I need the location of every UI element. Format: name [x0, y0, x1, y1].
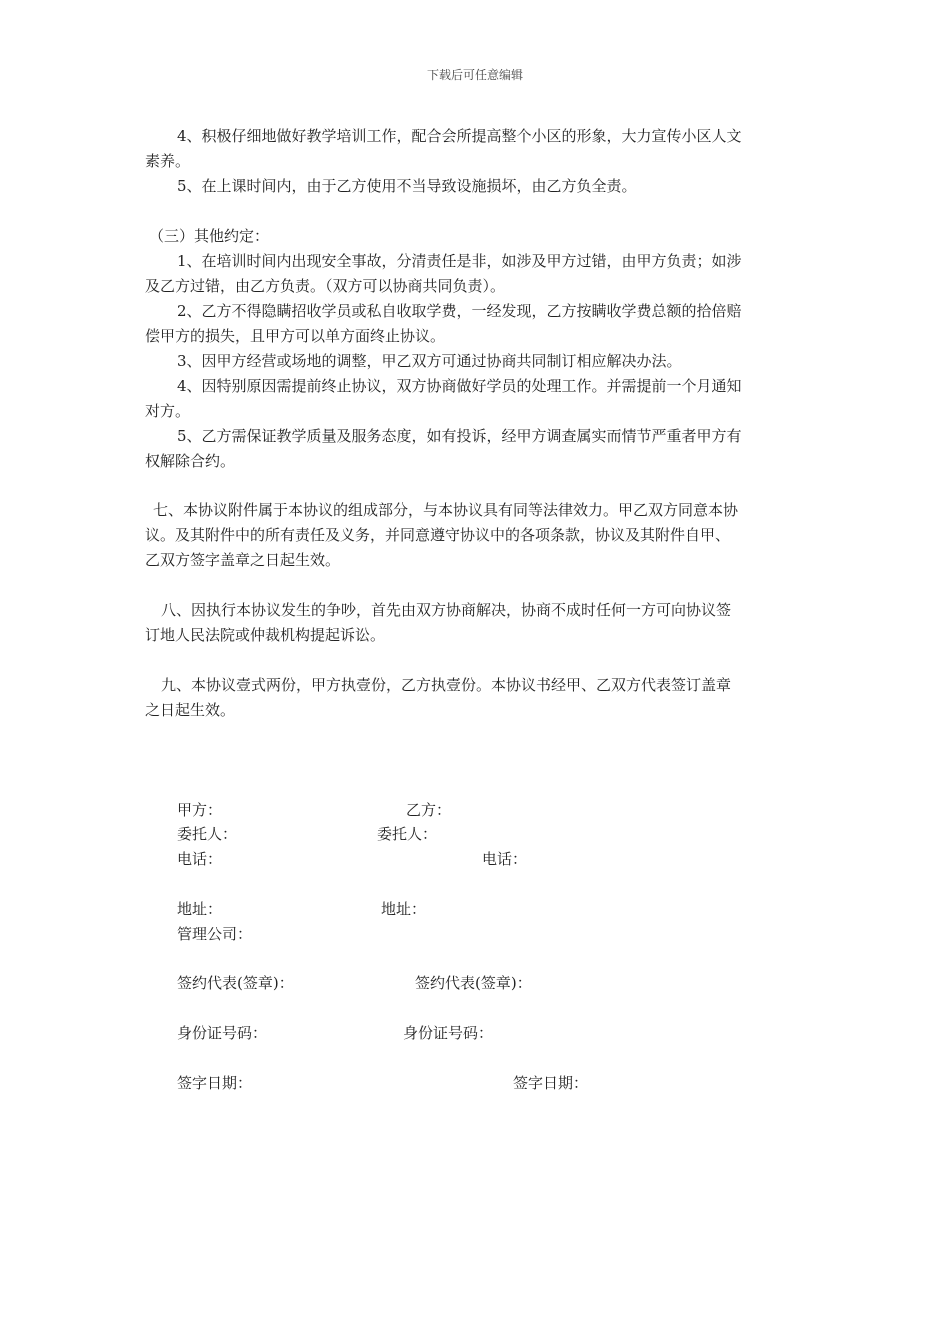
article-7-line-1: 七、本协议附件属于本协议的组成部分，与本协议具有同等法律效力。甲乙双方同意本协 — [153, 501, 739, 519]
agent-b-label: 委托人： — [377, 825, 438, 843]
clause-5: 5、在上课时间内，由于乙方使用不当导致设施损坏，由乙方负全责。 — [177, 177, 637, 195]
other-term-2-line-2: 偿甲方的损失，且甲方可以单方面终止协议。 — [145, 327, 446, 345]
article-8-line-1: 八、因执行本协议发生的争吵，首先由双方协商解决，协商不成时任何一方可向协议签 — [161, 601, 732, 619]
other-terms-title: （三）其他约定： — [149, 227, 270, 245]
other-term-5-line-2: 权解除合约。 — [145, 452, 236, 470]
other-term-3: 3、因甲方经营或场地的调整，甲乙双方可通过协商共同制订相应解决办法。 — [177, 352, 682, 370]
other-term-1-line-1: 1、在培训时间内出现安全事故，分清责任是非，如涉及甲方过错，由甲方负责；如涉 — [177, 252, 742, 270]
representative-a-label: 签约代表(签章)： — [177, 974, 294, 992]
party-a-label: 甲方： — [177, 801, 223, 819]
party-b-label: 乙方： — [406, 801, 452, 819]
other-term-5-line-1: 5、乙方需保证教学质量及服务态度，如有投诉，经甲方调查属实而情节严重者甲方有 — [177, 427, 742, 445]
address-a-label: 地址： — [177, 900, 223, 918]
agent-a-label: 委托人： — [177, 825, 238, 843]
sign-date-a-label: 签字日期： — [177, 1074, 253, 1092]
clause-4-line-2: 素养。 — [145, 152, 191, 170]
other-term-2-line-1: 2、乙方不得隐瞒招收学员或私自收取学费，一经发现，乙方按瞒收学费总额的拾倍赔 — [177, 302, 742, 320]
phone-a-label: 电话： — [177, 850, 223, 868]
article-8-line-2: 订地人民法院或仲裁机构提起诉讼。 — [145, 626, 386, 644]
phone-b-label: 电话： — [482, 850, 528, 868]
sign-date-b-label: 签字日期： — [513, 1074, 589, 1092]
article-7-line-3: 乙双方签字盖章之日起生效。 — [145, 551, 341, 569]
article-7-line-2: 议。及其附件中的所有责任及义务，并同意遵守协议中的各项条款，协议及其附件自甲、 — [145, 526, 731, 544]
id-number-a-label: 身份证号码： — [177, 1024, 268, 1042]
representative-b-label: 签约代表(签章)： — [415, 974, 532, 992]
article-9-line-1: 九、本协议壹式两份，甲方执壹份，乙方执壹份。本协议书经甲、乙双方代表签订盖章 — [161, 676, 732, 694]
clause-4-line-1: 4、积极仔细地做好教学培训工作，配合会所提高整个小区的形象，大力宣传小区人文 — [177, 127, 742, 145]
id-number-b-label: 身份证号码： — [403, 1024, 494, 1042]
article-9-line-2: 之日起生效。 — [145, 701, 236, 719]
other-term-4-line-1: 4、因特别原因需提前终止协议，双方协商做好学员的处理工作。并需提前一个月通知 — [177, 377, 742, 395]
page-header: 下载后可任意编辑 — [426, 68, 523, 82]
address-b-label: 地址： — [381, 900, 427, 918]
other-term-4-line-2: 对方。 — [145, 402, 191, 420]
management-company-label: 管理公司： — [177, 925, 253, 943]
other-term-1-line-2: 及乙方过错，由乙方负责。（双方可以协商共同负责）。 — [145, 277, 506, 295]
